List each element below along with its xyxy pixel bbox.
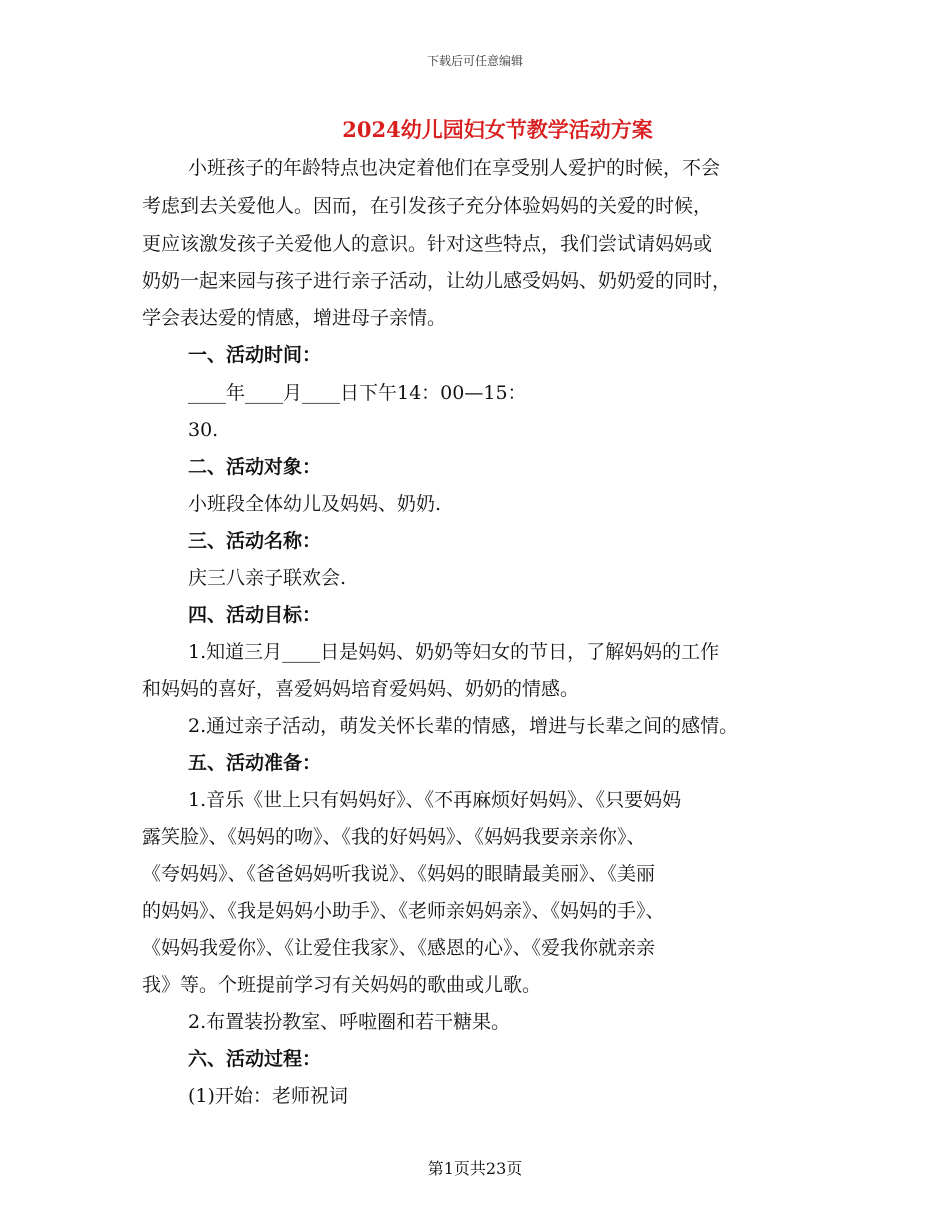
section-heading-goals: 四、活动目标： [188, 604, 322, 626]
section-heading-time: 一、活动时间： [188, 344, 322, 366]
prep-line-2: 露笑脸》、《妈妈的吻》、《我的好妈妈》、《妈妈我要亲亲你》、 [142, 826, 646, 848]
section-heading-name: 三、活动名称： [188, 530, 322, 552]
prep-line-1: 1.音乐《世上只有妈妈好》、《不再麻烦好妈妈》、《只要妈妈 [188, 789, 682, 811]
goals-line-1: 1.知道三月____日是妈妈、奶奶等妇女的节日，了解妈妈的工作 [188, 641, 720, 663]
name-line-1: 庆三八亲子联欢会. [188, 567, 347, 589]
intro-line-4: 奶奶一起来园与孩子进行亲子活动，让幼儿感受妈妈、奶奶爱的同时， [142, 270, 732, 292]
section-heading-target: 二、活动对象： [188, 456, 322, 478]
goals-line-3: 2.通过亲子活动，萌发关怀长辈的情感，增进与长辈之间的感情。 [188, 715, 739, 737]
header-note: 下载后可任意编辑 [426, 54, 523, 68]
prep-line-3: 《夸妈妈》、《爸爸妈妈听我说》、《妈妈的眼睛最美丽》、《美丽 [142, 863, 656, 885]
document-title: 2024幼儿园妇女节教学活动方案 [342, 117, 653, 142]
prep-line-5: 《妈妈我爱你》、《让爱住我家》、《感恩的心》、《爱我你就亲亲 [142, 937, 656, 959]
prep-line-7: 2.布置装扮教室、呼啦圈和若干糖果。 [188, 1011, 511, 1033]
time-line-2: 30. [188, 419, 219, 441]
goals-line-2: 和妈妈的喜好，喜爱妈妈培育爱妈妈、奶奶的情感。 [142, 678, 580, 700]
prep-line-4: 的妈妈》、《我是妈妈小助手》、《老师亲妈妈亲》、《妈妈的手》、 [142, 900, 665, 922]
section-heading-prep: 五、活动准备： [188, 752, 322, 774]
section-heading-process: 六、活动过程： [188, 1048, 322, 1070]
intro-line-1: 小班孩子的年龄特点也决定着他们在享受别人爱护的时候，不会 [188, 157, 721, 179]
intro-line-3: 更应该激发孩子关爱他人的意识。针对这些特点，我们尝试请妈妈或 [142, 233, 713, 255]
prep-line-6: 我》等。个班提前学习有关妈妈的歌曲或儿歌。 [142, 974, 542, 996]
page-footer: 第1页共23页 [427, 1159, 523, 1178]
intro-line-2: 考虑到去关爱他人。因而，在引发孩子充分体验妈妈的关爱的时候， [142, 195, 713, 217]
intro-line-5: 学会表达爱的情感，增进母子亲情。 [142, 307, 447, 329]
target-line-1: 小班段全体幼儿及妈妈、奶奶. [188, 493, 442, 515]
process-line-1: (1)开始：老师祝词 [188, 1085, 348, 1107]
time-line-1: ____年____月____日下午14：00—15： [188, 382, 527, 404]
